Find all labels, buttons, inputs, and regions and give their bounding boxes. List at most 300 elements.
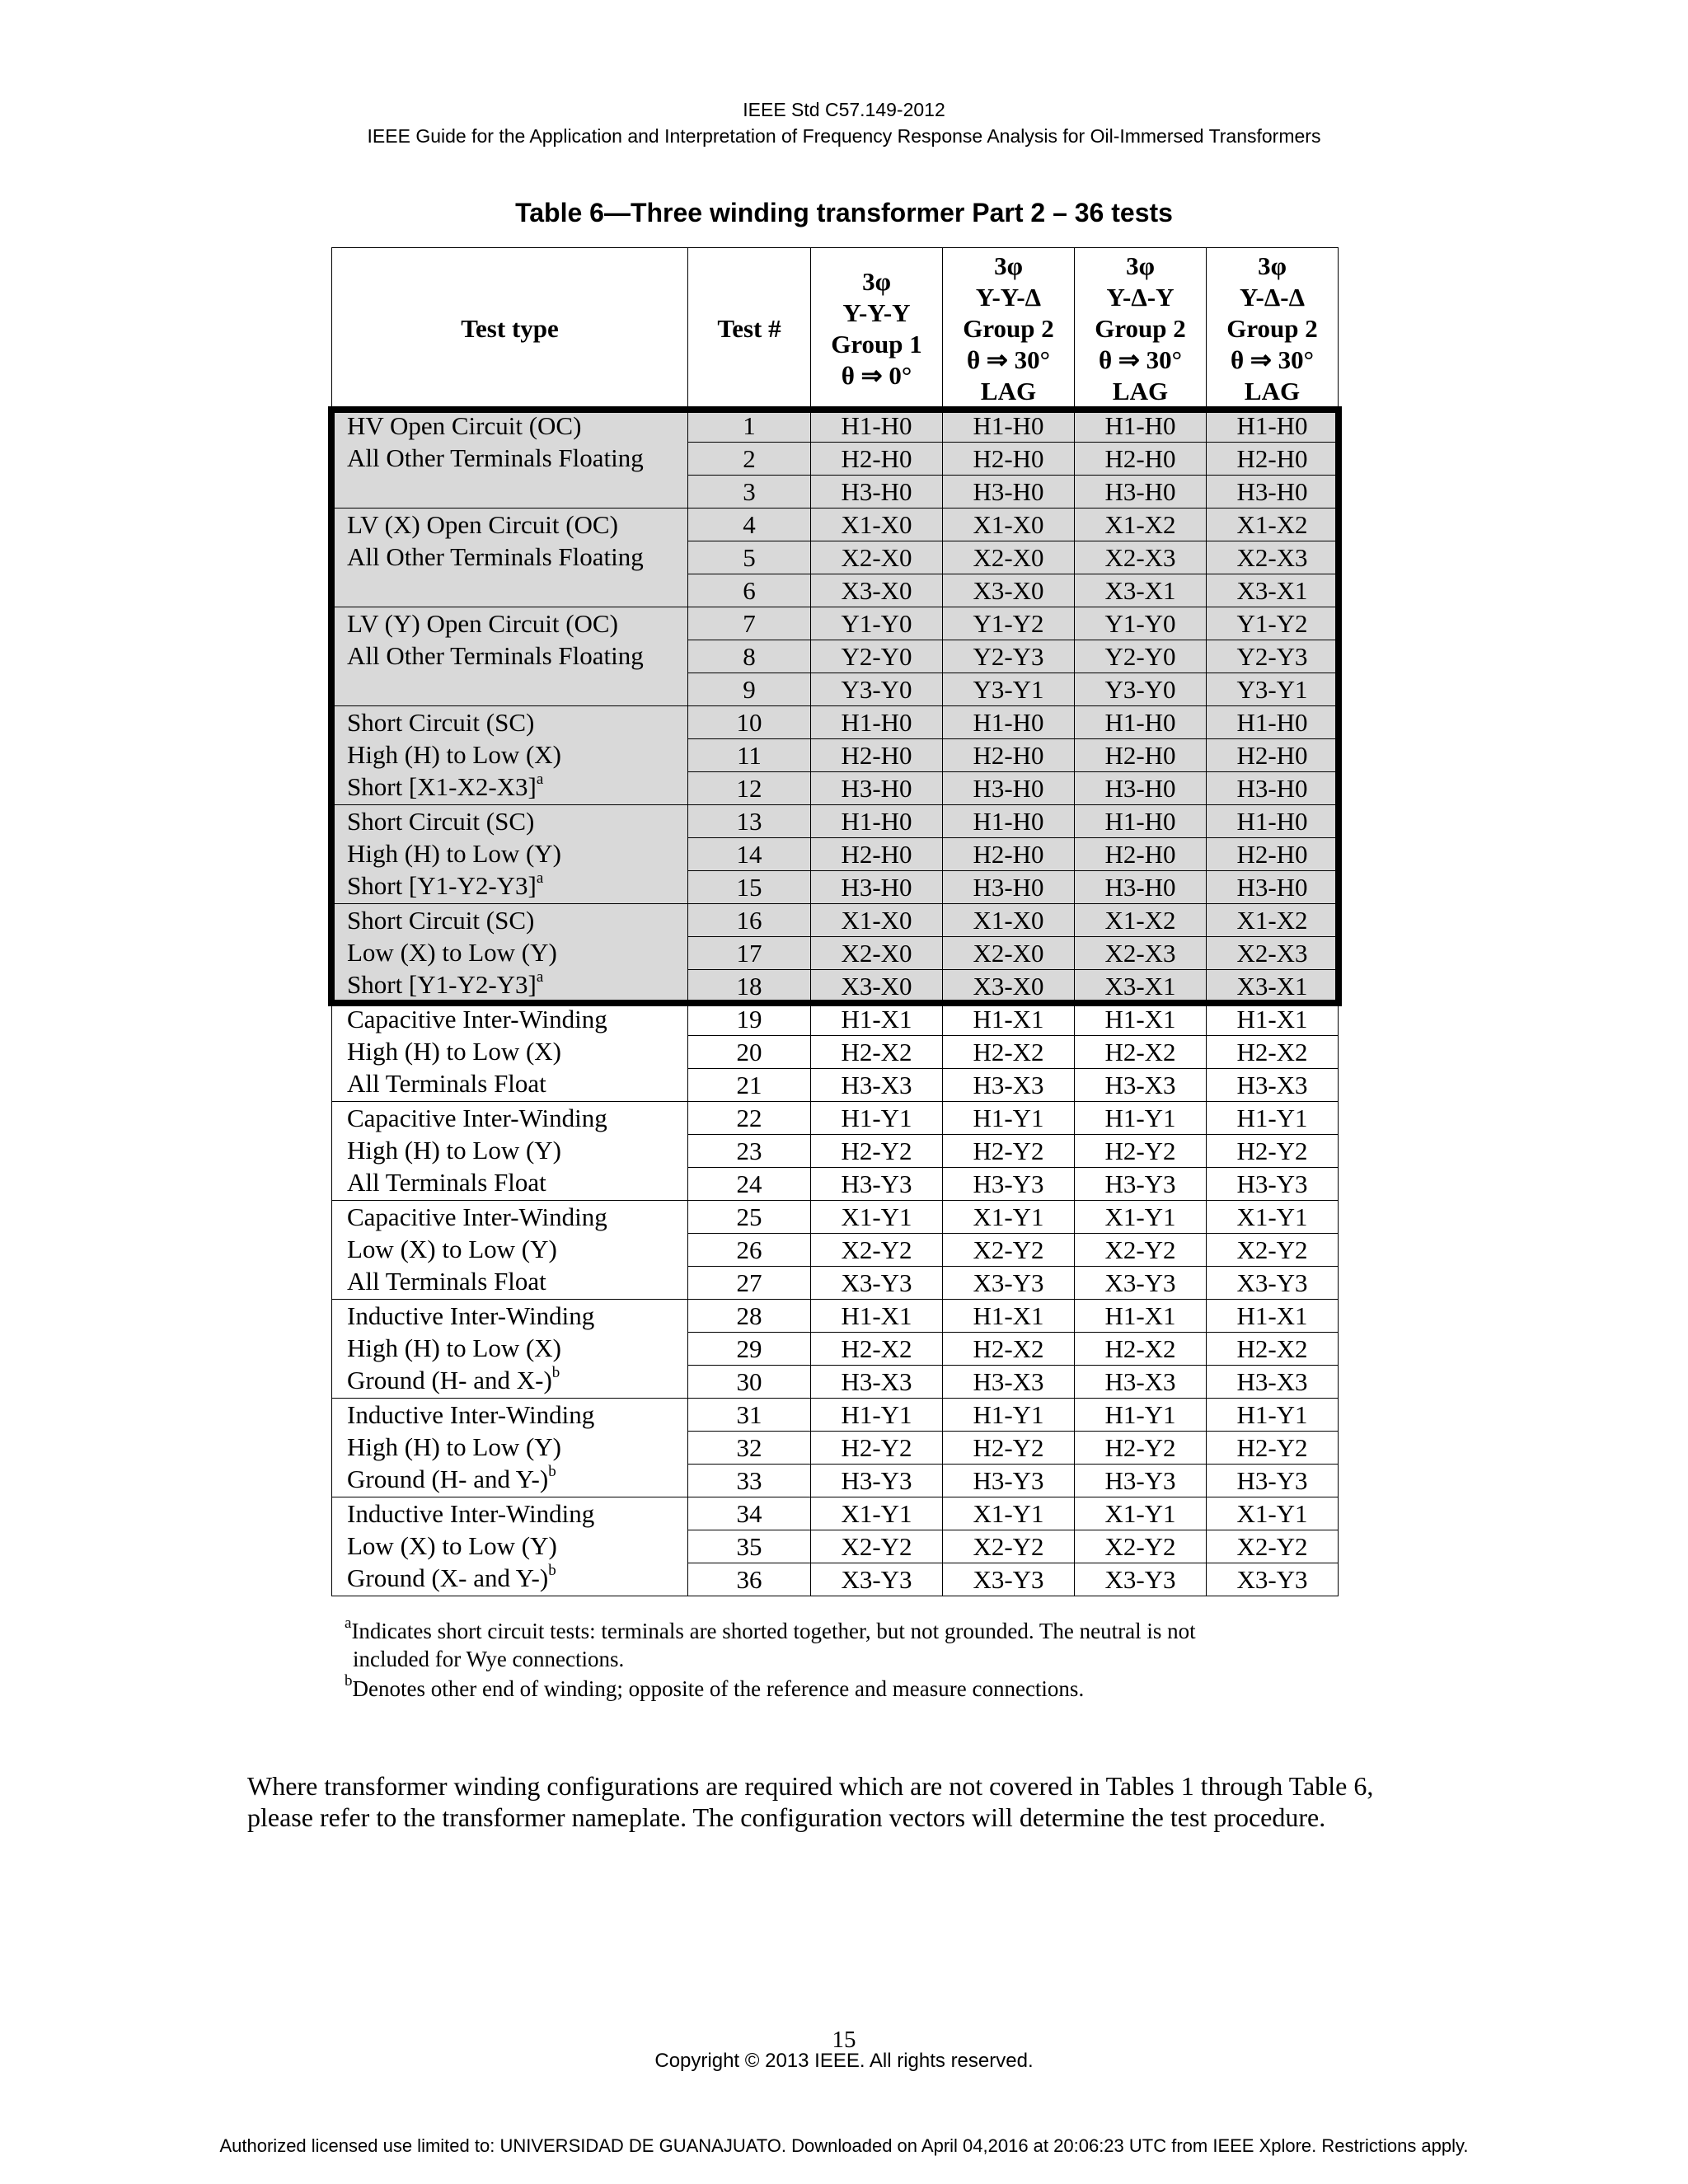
ydy-cell: H2-X2	[1075, 1036, 1207, 1069]
test-type-line	[347, 968, 687, 1001]
test-type-text: All Terminals Float	[347, 1168, 546, 1197]
test-type-cell	[332, 607, 688, 706]
test-type-text: High (H) to Low (X)	[347, 1333, 562, 1362]
yyd-cell: H2-H0	[943, 443, 1075, 476]
test-type-text: Short [Y1-Y2-Y3]	[347, 871, 537, 900]
ydy-cell: X1-Y1	[1075, 1201, 1207, 1234]
yyd-cell: H1-H0	[943, 410, 1075, 443]
test-number-cell: 5	[688, 541, 811, 574]
yyd-cell: H2-Y2	[943, 1135, 1075, 1168]
test-number-cell: 29	[688, 1333, 811, 1366]
ydy-cell: H3-X3	[1075, 1366, 1207, 1399]
yyd-cell: H1-Y1	[943, 1102, 1075, 1135]
header-line: Y-Δ-Δ	[1239, 282, 1306, 312]
yyy-cell: Y2-Y0	[811, 640, 943, 673]
test-type-line	[347, 706, 687, 738]
footnote-b	[345, 1672, 1085, 1703]
ydd-cell: X1-Y1	[1207, 1497, 1339, 1530]
ydd-cell: H3-H0	[1207, 772, 1339, 805]
yyd-cell: H2-H0	[943, 838, 1075, 871]
ydd-cell: X3-X1	[1207, 970, 1339, 1003]
test-type-line	[347, 805, 687, 837]
header-ydy-group2	[1075, 248, 1207, 410]
test-type-text: Capacitive Inter-Winding	[347, 1202, 607, 1231]
yyy-cell: Y1-Y0	[811, 607, 943, 640]
footnote-a-mark: a	[345, 1615, 352, 1632]
test-type-cell	[332, 805, 688, 904]
ydd-cell: Y2-Y3	[1207, 640, 1339, 673]
ydd-cell: H1-H0	[1207, 805, 1339, 838]
test-number-cell: 12	[688, 772, 811, 805]
yyy-cell: X1-X0	[811, 509, 943, 541]
yyd-cell: Y2-Y3	[943, 640, 1075, 673]
yyd-cell: H2-X2	[943, 1036, 1075, 1069]
footnote-marker: b	[551, 1363, 560, 1381]
table-row	[332, 1201, 1339, 1234]
test-type-text: Short Circuit (SC)	[347, 906, 535, 935]
test-type-line	[347, 1201, 687, 1233]
test-number-cell: 7	[688, 607, 811, 640]
test-type-line	[347, 410, 687, 442]
copyright-notice: Copyright © 2013 IEEE. All rights reserved.	[654, 2050, 1034, 2072]
test-type-cell	[332, 706, 688, 805]
header-line: Y-Δ-Y	[1106, 282, 1175, 312]
header-line: 3φ	[1258, 251, 1287, 280]
yyy-cell: H3-X3	[811, 1366, 943, 1399]
test-number-cell: 24	[688, 1168, 811, 1201]
header-ydd-group2	[1207, 248, 1339, 410]
footnote-b-text: Denotes other end of winding; opposite of the reference and measure connections.	[352, 1676, 1085, 1701]
test-number-cell: 15	[688, 871, 811, 904]
yyy-cell: H1-H0	[811, 706, 943, 739]
test-type-line	[347, 1300, 687, 1332]
header-line: LAG	[980, 376, 1037, 405]
yyy-cell: H1-X1	[811, 1300, 943, 1333]
test-number-cell: 13	[688, 805, 811, 838]
test-type-text: Inductive Inter-Winding	[347, 1499, 595, 1528]
table-body	[332, 410, 1339, 1596]
test-type-cell	[332, 509, 688, 607]
test-type-text: All Other Terminals Floating	[347, 641, 644, 670]
ydy-cell: H2-X2	[1075, 1333, 1207, 1366]
test-type-line	[347, 1332, 687, 1364]
yyy-cell: H2-H0	[811, 443, 943, 476]
test-type-line	[347, 771, 687, 803]
footnote-a-line1: Indicates short circuit tests: terminals are shorted together, but not grounded. The neutral is not	[351, 1619, 1196, 1643]
yyd-cell: X1-Y1	[943, 1497, 1075, 1530]
ydy-cell: X3-X1	[1075, 970, 1207, 1003]
header-line: θ ⇒ 30°	[966, 344, 1051, 374]
test-number-cell: 34	[688, 1497, 811, 1530]
ydy-cell: H2-Y2	[1075, 1135, 1207, 1168]
yyy-cell: X3-X0	[811, 970, 943, 1003]
ydy-cell: X2-X3	[1075, 937, 1207, 970]
yyy-cell: H3-Y3	[811, 1465, 943, 1497]
table-row	[332, 1003, 1339, 1036]
ydy-cell: H3-Y3	[1075, 1465, 1207, 1497]
test-type-text: High (H) to Low (Y)	[347, 1432, 562, 1461]
test-type-text: Inductive Inter-Winding	[347, 1301, 595, 1330]
test-type-text: Ground (H- and Y-)	[347, 1465, 549, 1493]
ydy-cell: H2-H0	[1075, 739, 1207, 772]
test-number-cell: 21	[688, 1069, 811, 1102]
ydd-cell: H3-H0	[1207, 476, 1339, 509]
ydd-cell: H1-H0	[1207, 706, 1339, 739]
test-type-text: LV (Y) Open Circuit (OC)	[347, 609, 618, 638]
yyy-cell: H1-X1	[811, 1003, 943, 1036]
yyd-cell: X1-X0	[943, 509, 1075, 541]
footnote-marker: a	[536, 770, 544, 788]
footnote-a	[345, 1617, 1196, 1645]
test-number-cell: 10	[688, 706, 811, 739]
yyd-cell: H3-H0	[943, 476, 1075, 509]
header-line: 3φ	[1126, 251, 1155, 280]
yyy-cell: H1-H0	[811, 410, 943, 443]
ydd-cell: H3-X3	[1207, 1069, 1339, 1102]
ydy-cell: H1-H0	[1075, 805, 1207, 838]
table-row	[332, 1300, 1339, 1333]
ydy-cell: H3-H0	[1075, 476, 1207, 509]
ydd-cell: H1-H0	[1207, 410, 1339, 443]
test-type-text: Short [X1-X2-X3]	[347, 772, 537, 801]
ydy-cell: H1-Y1	[1075, 1102, 1207, 1135]
header-line: Y-Y-Δ	[975, 282, 1042, 312]
test-number-cell: 23	[688, 1135, 811, 1168]
test-number-cell: 18	[688, 970, 811, 1003]
yyy-cell: X3-Y3	[811, 1563, 943, 1596]
test-number-cell: 2	[688, 443, 811, 476]
ydd-cell: X3-Y3	[1207, 1563, 1339, 1596]
body-paragraph	[247, 1770, 1484, 1833]
test-type-line	[347, 936, 687, 968]
yyd-cell: X3-Y3	[943, 1563, 1075, 1596]
ydy-cell: X1-Y1	[1075, 1497, 1207, 1530]
test-type-text: Inductive Inter-Winding	[347, 1400, 595, 1429]
running-header-standard: IEEE Std C57.149-2012	[743, 99, 945, 120]
footnote-marker: a	[536, 869, 544, 887]
test-type-line	[347, 1134, 687, 1166]
test-type-cell	[332, 1201, 688, 1300]
test-type-text: Low (X) to Low (Y)	[347, 1235, 557, 1263]
footnote-marker: b	[548, 1561, 556, 1579]
ydd-cell: X1-X2	[1207, 509, 1339, 541]
test-number-cell: 3	[688, 476, 811, 509]
test-type-text: High (H) to Low (X)	[347, 1037, 562, 1066]
ydd-cell: H1-Y1	[1207, 1102, 1339, 1135]
yyy-cell: X2-X0	[811, 541, 943, 574]
test-type-text: Low (X) to Low (Y)	[347, 938, 557, 967]
ydd-cell: X2-X3	[1207, 937, 1339, 970]
header-line: θ ⇒ 30°	[1230, 344, 1315, 374]
test-number-cell: 11	[688, 739, 811, 772]
ydy-cell: X3-Y3	[1075, 1267, 1207, 1300]
header-test-number	[688, 248, 811, 410]
yyy-cell: H1-H0	[811, 805, 943, 838]
test-number-cell: 1	[688, 410, 811, 443]
yyd-cell: H1-H0	[943, 706, 1075, 739]
yyy-cell: H1-Y1	[811, 1102, 943, 1135]
test-type-text: LV (X) Open Circuit (OC)	[347, 510, 618, 539]
table-row	[332, 904, 1339, 937]
test-type-line	[347, 1035, 687, 1067]
footnote-marker: b	[548, 1462, 556, 1480]
test-number-cell: 22	[688, 1102, 811, 1135]
test-type-cell	[332, 1300, 688, 1399]
test-type-cell	[332, 904, 688, 1003]
ydy-cell: X2-X3	[1075, 541, 1207, 574]
yyy-cell: H3-H0	[811, 772, 943, 805]
yyd-cell: X1-Y1	[943, 1201, 1075, 1234]
yyd-cell: H1-H0	[943, 805, 1075, 838]
test-type-line	[347, 1431, 687, 1463]
test-type-text: High (H) to Low (X)	[347, 740, 562, 769]
test-type-text: High (H) to Low (Y)	[347, 1136, 562, 1165]
test-type-line	[347, 1497, 687, 1530]
yyd-cell: H1-Y1	[943, 1399, 1075, 1432]
yyd-cell: X2-X0	[943, 937, 1075, 970]
test-type-line	[347, 1003, 687, 1035]
test-number-cell: 27	[688, 1267, 811, 1300]
paragraph-line-1: Where transformer winding configurations are required which are not covered in Tables 1 through Table 6,	[247, 1771, 1374, 1801]
table-row	[332, 1102, 1339, 1135]
test-type-line	[347, 1166, 687, 1198]
table-row	[332, 706, 1339, 739]
header-line: Group 2	[1095, 313, 1186, 343]
ydd-cell: H3-X3	[1207, 1366, 1339, 1399]
ydd-cell: X3-X1	[1207, 574, 1339, 607]
yyy-cell: H2-Y2	[811, 1432, 943, 1465]
ydd-cell: X2-X3	[1207, 541, 1339, 574]
yyd-cell: X2-X0	[943, 541, 1075, 574]
yyd-cell: X1-X0	[943, 904, 1075, 937]
test-number-cell: 9	[688, 673, 811, 706]
header-line: Test #	[717, 313, 781, 343]
yyd-cell: X3-X0	[943, 574, 1075, 607]
ydy-cell: H3-Y3	[1075, 1168, 1207, 1201]
ydy-cell: H2-H0	[1075, 443, 1207, 476]
yyy-cell: X2-Y2	[811, 1234, 943, 1267]
test-type-text: Ground (H- and X-)	[347, 1366, 552, 1394]
yyy-cell: H2-H0	[811, 838, 943, 871]
ydd-cell: H3-Y3	[1207, 1168, 1339, 1201]
ydd-cell: H2-H0	[1207, 838, 1339, 871]
page-number: 15	[832, 2027, 856, 2053]
ydd-cell: H1-X1	[1207, 1300, 1339, 1333]
ydd-cell: H3-H0	[1207, 871, 1339, 904]
footnote-b-mark: b	[345, 1672, 353, 1690]
yyy-cell: X2-X0	[811, 937, 943, 970]
test-type-line	[347, 904, 687, 936]
yyd-cell: H3-Y3	[943, 1465, 1075, 1497]
header-line: 3φ	[994, 251, 1023, 280]
ydy-cell: H2-H0	[1075, 838, 1207, 871]
header-line: 3φ	[862, 266, 891, 296]
test-type-cell	[332, 1497, 688, 1596]
ydy-cell: H1-H0	[1075, 410, 1207, 443]
test-type-text: Short Circuit (SC)	[347, 708, 535, 737]
yyd-cell: H3-Y3	[943, 1168, 1075, 1201]
ydy-cell: H1-X1	[1075, 1003, 1207, 1036]
yyd-cell: Y3-Y1	[943, 673, 1075, 706]
test-type-line	[347, 1399, 687, 1431]
test-type-line	[347, 869, 687, 902]
ydy-cell: X3-X1	[1075, 574, 1207, 607]
footnote-a-line2: included for Wye connections.	[353, 1647, 625, 1671]
yyy-cell: H2-X2	[811, 1333, 943, 1366]
test-type-line	[347, 607, 687, 640]
test-type-line	[347, 1102, 687, 1134]
test-number-cell: 17	[688, 937, 811, 970]
test-number-cell: 26	[688, 1234, 811, 1267]
test-type-text: High (H) to Low (Y)	[347, 839, 562, 868]
ydy-cell: Y2-Y0	[1075, 640, 1207, 673]
yyd-cell: Y1-Y2	[943, 607, 1075, 640]
table-caption: Table 6—Three winding transformer Part 2 – 36 tests	[515, 198, 1173, 227]
test-number-cell: 30	[688, 1366, 811, 1399]
ydd-cell: H2-Y2	[1207, 1135, 1339, 1168]
ydd-cell: H1-Y1	[1207, 1399, 1339, 1432]
test-type-line	[347, 640, 687, 672]
table-row	[332, 410, 1339, 443]
ydd-cell: Y3-Y1	[1207, 673, 1339, 706]
header-yyd-group2	[943, 248, 1075, 410]
test-type-line	[347, 541, 687, 573]
test-type-line	[347, 1562, 687, 1594]
ydd-cell: H1-X1	[1207, 1003, 1339, 1036]
test-type-line	[347, 1530, 687, 1562]
yyy-cell: H3-H0	[811, 871, 943, 904]
running-header-title: IEEE Guide for the Application and Interpretation of Frequency Response Analysis for Oil-Immersed Transformers	[367, 125, 1321, 147]
yyy-cell: Y3-Y0	[811, 673, 943, 706]
test-type-line	[347, 1364, 687, 1396]
test-type-text: Ground (X- and Y-)	[347, 1563, 549, 1592]
ydy-cell: Y3-Y0	[1075, 673, 1207, 706]
footnote-marker: a	[536, 968, 544, 986]
table-header-row	[332, 248, 1339, 410]
test-type-cell	[332, 1102, 688, 1201]
yyd-cell: H2-X2	[943, 1333, 1075, 1366]
ydy-cell: H1-H0	[1075, 706, 1207, 739]
authorized-use-notice: Authorized licensed use limited to: UNIVERSIDAD DE GUANAJUATO. Downloaded on April 04,2016 at 20:06:23 UTC from IEEE Xplore. Restrictions apply.	[219, 2135, 1469, 2156]
test-type-text: Capacitive Inter-Winding	[347, 1104, 607, 1132]
yyy-cell: H3-H0	[811, 476, 943, 509]
ydy-cell: Y1-Y0	[1075, 607, 1207, 640]
test-type-text: All Terminals Float	[347, 1069, 546, 1098]
ydd-cell: H3-Y3	[1207, 1465, 1339, 1497]
test-number-cell: 14	[688, 838, 811, 871]
test-number-cell: 19	[688, 1003, 811, 1036]
table-row	[332, 509, 1339, 541]
ydy-cell: X1-X2	[1075, 509, 1207, 541]
yyd-cell: X2-Y2	[943, 1234, 1075, 1267]
yyy-cell: H3-Y3	[811, 1168, 943, 1201]
yyd-cell: X3-X0	[943, 970, 1075, 1003]
ydy-cell: X2-Y2	[1075, 1234, 1207, 1267]
test-number-cell: 33	[688, 1465, 811, 1497]
test-number-cell: 6	[688, 574, 811, 607]
yyy-cell: X2-Y2	[811, 1530, 943, 1563]
test-number-cell: 8	[688, 640, 811, 673]
yyd-cell: X3-Y3	[943, 1267, 1075, 1300]
ydy-cell: H2-Y2	[1075, 1432, 1207, 1465]
ydd-cell: X1-X2	[1207, 904, 1339, 937]
test-number-cell: 28	[688, 1300, 811, 1333]
test-type-line	[347, 1067, 687, 1099]
test-type-line	[347, 442, 687, 474]
ydd-cell: X2-Y2	[1207, 1530, 1339, 1563]
yyy-cell: X3-Y3	[811, 1267, 943, 1300]
yyd-cell: H2-H0	[943, 739, 1075, 772]
test-type-line	[347, 738, 687, 771]
ydd-cell: H2-Y2	[1207, 1432, 1339, 1465]
header-test-type	[332, 248, 688, 410]
test-type-line	[347, 1233, 687, 1265]
header-yyy-group1	[811, 248, 943, 410]
test-number-cell: 25	[688, 1201, 811, 1234]
yyy-cell: H1-Y1	[811, 1399, 943, 1432]
table-row	[332, 1497, 1339, 1530]
test-number-cell: 35	[688, 1530, 811, 1563]
ydd-cell: H2-X2	[1207, 1036, 1339, 1069]
ydd-cell: H2-X2	[1207, 1333, 1339, 1366]
test-number-cell: 31	[688, 1399, 811, 1432]
test-number-cell: 36	[688, 1563, 811, 1596]
table-row	[332, 805, 1339, 838]
header-line: θ ⇒ 30°	[1098, 344, 1183, 374]
table-row	[332, 607, 1339, 640]
yyy-cell: X1-Y1	[811, 1201, 943, 1234]
ydy-cell: H3-X3	[1075, 1069, 1207, 1102]
yyy-cell: H2-X2	[811, 1036, 943, 1069]
yyy-cell: H2-H0	[811, 739, 943, 772]
yyd-cell: H3-X3	[943, 1366, 1075, 1399]
yyd-cell: H1-X1	[943, 1003, 1075, 1036]
test-type-text: Short [Y1-Y2-Y3]	[347, 970, 537, 999]
test-type-cell	[332, 1399, 688, 1497]
ydy-cell: X3-Y3	[1075, 1563, 1207, 1596]
ydd-cell: Y1-Y2	[1207, 607, 1339, 640]
header-line: Group 2	[963, 313, 1054, 343]
yyd-cell: H3-H0	[943, 772, 1075, 805]
test-type-line	[347, 509, 687, 541]
test-type-cell	[332, 1003, 688, 1102]
ydd-cell: X1-Y1	[1207, 1201, 1339, 1234]
yyd-cell: H3-H0	[943, 871, 1075, 904]
test-type-text: HV Open Circuit (OC)	[347, 411, 582, 440]
yyy-cell: X1-X0	[811, 904, 943, 937]
test-type-text: Capacitive Inter-Winding	[347, 1005, 607, 1033]
header-line: Y-Y-Y	[842, 298, 911, 327]
ydd-cell: X3-Y3	[1207, 1267, 1339, 1300]
ydy-cell: X1-X2	[1075, 904, 1207, 937]
test-type-line	[347, 837, 687, 869]
yyy-cell: X3-X0	[811, 574, 943, 607]
test-type-text: All Terminals Float	[347, 1267, 546, 1296]
ydy-cell: H1-Y1	[1075, 1399, 1207, 1432]
yyy-cell: H3-X3	[811, 1069, 943, 1102]
ydy-cell: H3-H0	[1075, 871, 1207, 904]
test-number-cell: 32	[688, 1432, 811, 1465]
yyd-cell: H3-X3	[943, 1069, 1075, 1102]
test-type-text: All Other Terminals Floating	[347, 542, 644, 571]
test-number-cell: 16	[688, 904, 811, 937]
ydy-cell: X2-Y2	[1075, 1530, 1207, 1563]
test-type-line	[347, 1265, 687, 1297]
ydy-cell: H1-X1	[1075, 1300, 1207, 1333]
test-type-text: Short Circuit (SC)	[347, 807, 535, 836]
yyd-cell: H1-X1	[943, 1300, 1075, 1333]
test-type-cell	[332, 410, 688, 509]
